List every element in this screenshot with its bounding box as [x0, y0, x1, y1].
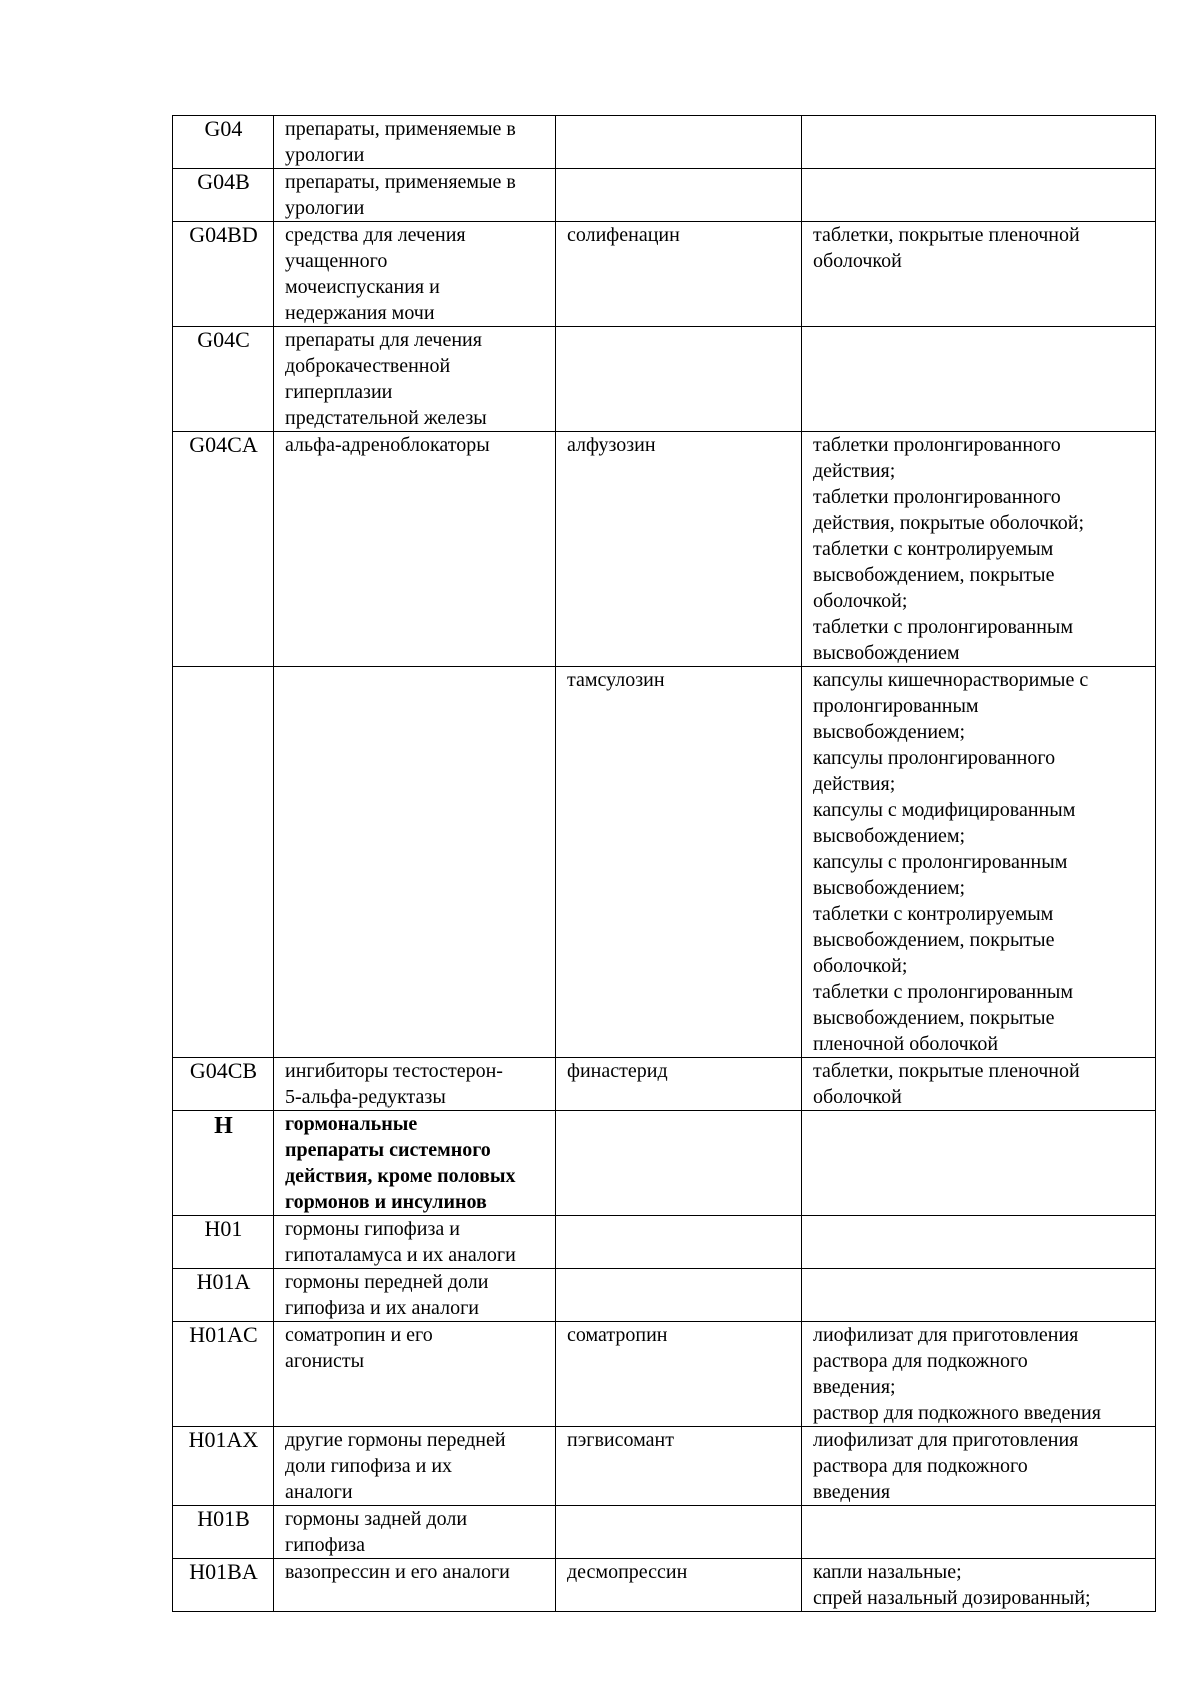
dosage-form-line: капсулы пролонгированного: [813, 747, 1056, 769]
group-name-line: недержания мочи: [285, 302, 435, 324]
dosage-form-line: таблетки с пролонгированным: [813, 981, 1074, 1003]
dosage-form-line: капсулы с пролонгированным: [813, 851, 1068, 873]
group-name-line: действия, кроме половых: [285, 1165, 516, 1187]
dosage-form-line: таблетки пролонгированного: [813, 434, 1061, 456]
dosage-forms-cell: [802, 432, 1156, 667]
dosage-forms-cell: [802, 1216, 1156, 1269]
drug-name-cell: [556, 327, 802, 432]
table-row: [173, 116, 1156, 169]
dosage-forms-cell: [802, 169, 1156, 222]
dosage-form-line: капсулы кишечнорастворимые с: [813, 669, 1089, 691]
atc-code-cell: H01BA: [173, 1559, 274, 1612]
drug-name-cell: [556, 1559, 802, 1612]
group-name-line: урологии: [285, 144, 365, 166]
group-name-line: препараты, применяемые в: [285, 118, 516, 140]
table-row: [173, 1506, 1156, 1559]
drug-name-cell: [556, 667, 802, 1058]
group-name-line: препараты, применяемые в: [285, 171, 516, 193]
atc-code-cell: G04C: [173, 327, 274, 432]
drug-name-line: соматропин: [567, 1324, 668, 1346]
group-name-line: вазопрессин и его аналоги: [285, 1561, 510, 1583]
atc-code-cell: G04CB: [173, 1058, 274, 1111]
group-name-cell: [274, 1506, 556, 1559]
group-name-cell: [274, 1269, 556, 1322]
dosage-forms-cell: [802, 1058, 1156, 1111]
group-name-line: мочеиспускания и: [285, 276, 440, 298]
group-name-cell: [274, 169, 556, 222]
group-name-line: учащенного: [285, 250, 388, 272]
group-name-cell: [274, 1111, 556, 1216]
table-row: [173, 1058, 1156, 1111]
group-name-line: препараты системного: [285, 1139, 491, 1161]
atc-code-cell: H01B: [173, 1506, 274, 1559]
group-name-line: аналоги: [285, 1481, 353, 1503]
drug-name-cell: [556, 1058, 802, 1111]
group-name-cell: [274, 1322, 556, 1427]
dosage-form-line: лиофилизат для приготовления: [813, 1429, 1079, 1451]
group-name-cell: [274, 432, 556, 667]
dosage-form-line: раствора для подкожного: [813, 1350, 1028, 1372]
dosage-forms-cell: [802, 1111, 1156, 1216]
dosage-form-line: высвобождением;: [813, 721, 966, 743]
dosage-form-line: высвобождением;: [813, 825, 966, 847]
dosage-form-line: пролонгированным: [813, 695, 979, 717]
atc-code-cell: H: [173, 1111, 274, 1216]
dosage-form-line: капсулы с модифицированным: [813, 799, 1076, 821]
drug-name-line: алфузозин: [567, 434, 656, 456]
atc-code-cell: [173, 667, 274, 1058]
drug-name-cell: [556, 222, 802, 327]
dosage-form-line: высвобождением, покрытые: [813, 929, 1055, 951]
table-row: [173, 432, 1156, 667]
dosage-form-line: действия, покрытые оболочкой;: [813, 512, 1085, 534]
group-name-line: соматропин и его: [285, 1324, 433, 1346]
dosage-forms-cell: [802, 1269, 1156, 1322]
drug-name-cell: [556, 1506, 802, 1559]
group-name-line: предстательной железы: [285, 407, 487, 429]
dosage-forms-cell: [802, 1322, 1156, 1427]
group-name-cell: [274, 1216, 556, 1269]
atc-code-cell: H01: [173, 1216, 274, 1269]
group-name-line: гормоны гипофиза и: [285, 1218, 460, 1240]
atc-code-cell: H01AX: [173, 1427, 274, 1506]
dosage-form-line: действия;: [813, 460, 896, 482]
drug-name-line: пэгвисомант: [567, 1429, 674, 1451]
drug-name-line: тамсулозин: [567, 669, 665, 691]
group-name-cell: [274, 116, 556, 169]
group-name-line: доли гипофиза и их: [285, 1455, 453, 1477]
drug-name-line: солифенацин: [567, 224, 680, 246]
drug-name-cell: [556, 169, 802, 222]
dosage-forms-cell: [802, 1506, 1156, 1559]
dosage-form-line: таблетки с контролируемым: [813, 903, 1054, 925]
dosage-form-line: действия;: [813, 773, 896, 795]
table-row: [173, 169, 1156, 222]
table-row: [173, 1427, 1156, 1506]
table-row: [173, 667, 1156, 1058]
atc-code-cell: G04BD: [173, 222, 274, 327]
dosage-form-line: введения: [813, 1481, 891, 1503]
drug-name-line: финастерид: [567, 1060, 668, 1082]
dosage-form-line: таблетки с пролонгированным: [813, 616, 1074, 638]
dosage-form-line: лиофилизат для приготовления: [813, 1324, 1079, 1346]
dosage-form-line: высвобождением;: [813, 877, 966, 899]
group-name-line: доброкачественной: [285, 355, 451, 377]
dosage-form-line: высвобождением, покрытые: [813, 564, 1055, 586]
group-name-cell: [274, 1427, 556, 1506]
drug-name-cell: [556, 1269, 802, 1322]
atc-code-cell: G04CA: [173, 432, 274, 667]
dosage-forms-cell: [802, 667, 1156, 1058]
table-row: [173, 1559, 1156, 1612]
atc-code-cell: G04B: [173, 169, 274, 222]
dosage-form-line: оболочкой;: [813, 590, 908, 612]
drug-name-cell: [556, 1111, 802, 1216]
dosage-form-line: спрей назальный дозированный;: [813, 1587, 1091, 1609]
atc-code-cell: G04: [173, 116, 274, 169]
dosage-form-line: таблетки пролонгированного: [813, 486, 1061, 508]
drug-name-cell: [556, 116, 802, 169]
dosage-form-line: раствор для подкожного введения: [813, 1402, 1101, 1424]
group-name-line: гормоны задней доли: [285, 1508, 468, 1530]
dosage-forms-cell: [802, 1559, 1156, 1612]
group-name-line: гормонов и инсулинов: [285, 1191, 487, 1213]
table-row: [173, 1322, 1156, 1427]
dosage-form-line: оболочкой: [813, 250, 902, 272]
drug-name-cell: [556, 1216, 802, 1269]
group-name-line: средства для лечения: [285, 224, 466, 246]
group-name-cell: [274, 667, 556, 1058]
group-name-line: гипофиза и их аналоги: [285, 1297, 479, 1319]
group-name-line: гипофиза: [285, 1534, 366, 1556]
drug-name-cell: [556, 1322, 802, 1427]
group-name-line: агонисты: [285, 1350, 365, 1372]
group-name-line: урологии: [285, 197, 365, 219]
group-name-line: другие гормоны передней: [285, 1429, 506, 1451]
group-name-line: гормональные: [285, 1113, 418, 1135]
dosage-form-line: таблетки, покрытые пленочной: [813, 1060, 1080, 1082]
dosage-form-line: таблетки, покрытые пленочной: [813, 224, 1080, 246]
drug-classification-table: [172, 115, 1156, 1612]
group-name-cell: [274, 1559, 556, 1612]
drug-name-line: десмопрессин: [567, 1561, 688, 1583]
group-name-line: альфа-адреноблокаторы: [285, 434, 490, 456]
dosage-form-line: капли назальные;: [813, 1561, 962, 1583]
dosage-form-line: оболочкой: [813, 1086, 902, 1108]
dosage-forms-cell: [802, 222, 1156, 327]
group-name-cell: [274, 222, 556, 327]
table-body: [173, 116, 1156, 1612]
drug-name-cell: [556, 1427, 802, 1506]
dosage-form-line: высвобождением: [813, 642, 960, 664]
atc-code-cell: H01AC: [173, 1322, 274, 1427]
dosage-forms-cell: [802, 1427, 1156, 1506]
group-name-line: препараты для лечения: [285, 329, 482, 351]
dosage-forms-cell: [802, 116, 1156, 169]
group-name-line: гипоталамуса и их аналоги: [285, 1244, 516, 1266]
drug-name-cell: [556, 432, 802, 667]
dosage-form-line: таблетки с контролируемым: [813, 538, 1054, 560]
dosage-forms-cell: [802, 327, 1156, 432]
dosage-form-line: введения;: [813, 1376, 896, 1398]
group-name-cell: [274, 327, 556, 432]
dosage-form-line: пленочной оболочкой: [813, 1033, 999, 1055]
table-row: [173, 327, 1156, 432]
table-row: [173, 1216, 1156, 1269]
dosage-form-line: высвобождением, покрытые: [813, 1007, 1055, 1029]
group-name-line: гормоны передней доли: [285, 1271, 489, 1293]
atc-code-cell: H01A: [173, 1269, 274, 1322]
group-name-cell: [274, 1058, 556, 1111]
group-name-line: 5-альфа-редуктазы: [285, 1086, 446, 1108]
group-name-line: гиперплазии: [285, 381, 393, 403]
table-row: [173, 1269, 1156, 1322]
dosage-form-line: раствора для подкожного: [813, 1455, 1028, 1477]
group-name-line: ингибиторы тестостерон-: [285, 1060, 503, 1082]
dosage-form-line: оболочкой;: [813, 955, 908, 977]
table-row: [173, 1111, 1156, 1216]
table-row: [173, 222, 1156, 327]
